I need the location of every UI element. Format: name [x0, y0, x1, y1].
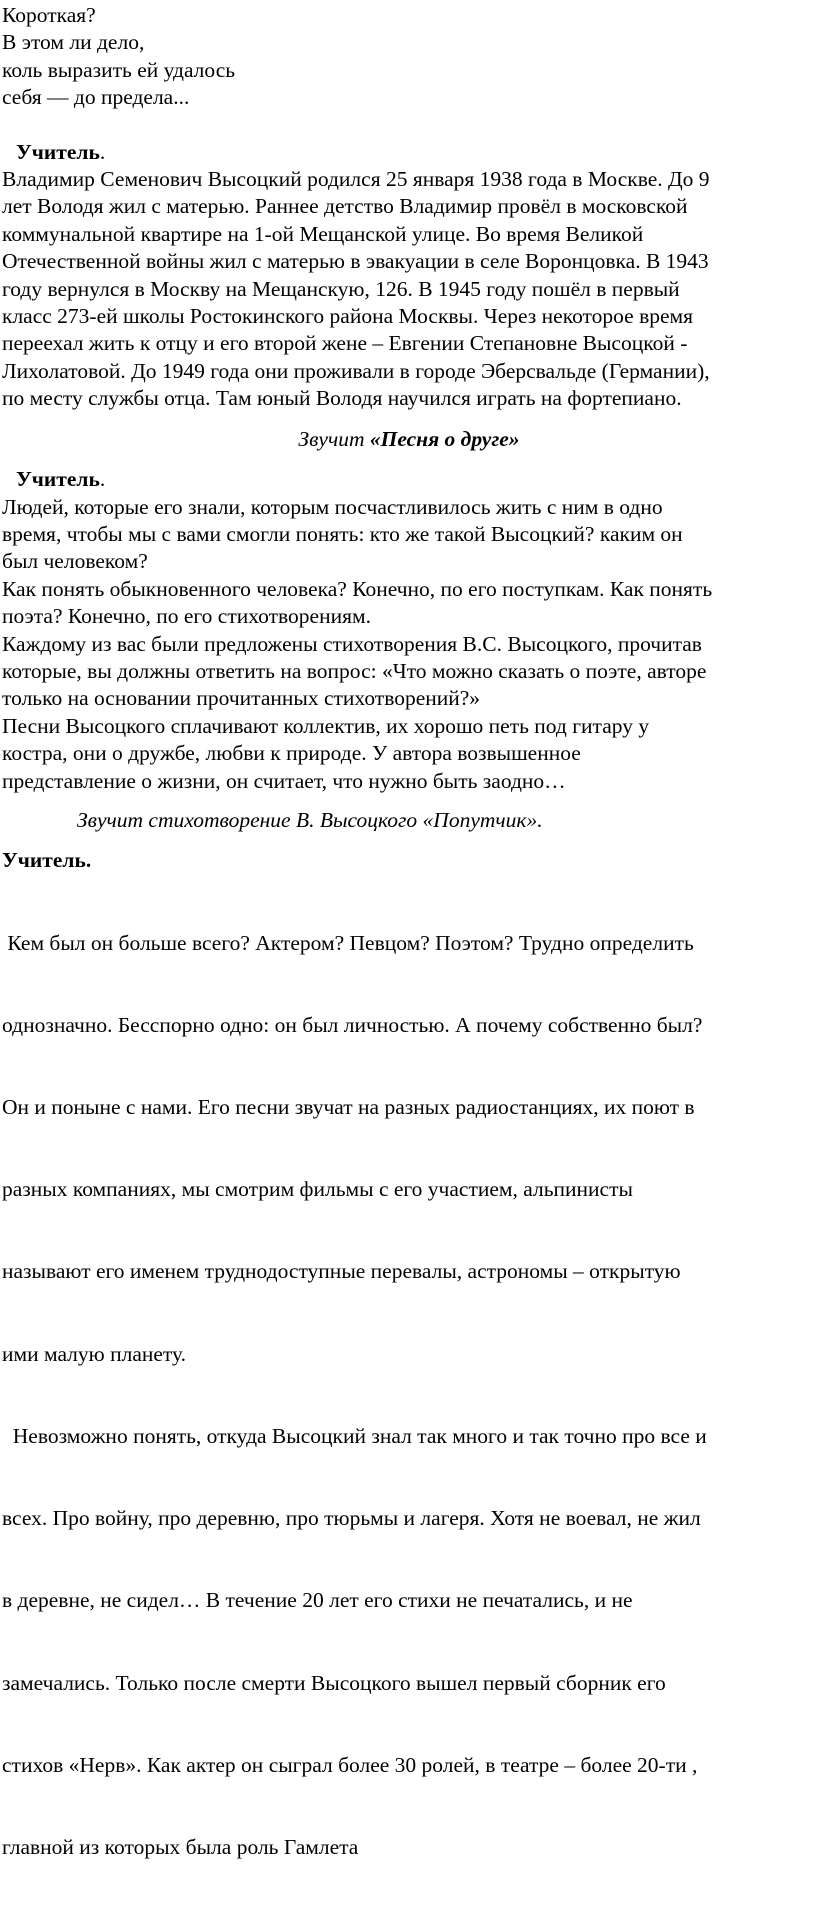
- text-line: стихов «Нерв». Как актер он сыграл более 30 ролей, в театре – более 20-ти ,: [2, 1752, 698, 1777]
- poem-line: себя — до предела...: [2, 85, 190, 110]
- text-line: разных компаниях, мы смотрим фильмы с его участием, альпинисты: [2, 1177, 633, 1202]
- song-title: «Песня о друге»: [369, 426, 520, 451]
- text-line: ими малую планету.: [2, 1341, 187, 1366]
- text-line: Невозможно понять, откуда Высоцкий знал так много и так точно про все и: [2, 1423, 707, 1448]
- text-line: класс 273-ей школы Ростокинского района Москвы. Через некоторое время: [2, 304, 694, 329]
- text-line: Как понять обыкновенного человека? Конечно, по его поступкам. Как понять: [2, 576, 713, 601]
- text-line: Он и поныне с нами. Его песни звучат на разных радиостанциях, их поют в: [2, 1095, 695, 1120]
- text-line: в деревне, не сидел… В течение 20 лет его стихи не печатались, и не: [2, 1588, 633, 1613]
- speaker-heading: Учитель.: [16, 139, 106, 164]
- text-line: коммунальной квартире на 1-ой Мещанской улице. Во время Великой: [2, 221, 644, 246]
- text-line: Песни Высоцкого сплачивают коллектив, их хорошо петь под гитару у: [2, 713, 650, 738]
- speaker-heading: [2, 847, 816, 874]
- text-line: поэта? Конечно, по его стихотворениям.: [2, 604, 371, 629]
- text-line: Лихолатовой. До 1949 года они проживали в городе Эберсвальде (Германии),: [2, 358, 710, 383]
- text-line: время, чтобы мы с вами смогли понять: кто же такой Высоцкий? каким он: [2, 521, 683, 546]
- text-line: главной из которых была роль Гамлета: [2, 1835, 359, 1859]
- text-line: Кем был он больше всего? Актером? Певцом? Поэтом? Трудно определить: [2, 930, 694, 955]
- speaker-name: Учитель: [16, 467, 100, 492]
- paragraph-legacy: [2, 875, 816, 1916]
- song-cue: [2, 426, 816, 453]
- text-line: Владимир Семенович Высоцкий родился 25 января 1938 года в Москве. До 9: [2, 167, 710, 192]
- text-line: Каждому из вас были предложены стихотворения В.С. Высоцкого, прочитав: [2, 631, 702, 656]
- text-line: однозначно. Бесспорно одно: он был личностью. А почему собственно был?: [2, 1012, 703, 1037]
- text-line: был человеком?: [2, 549, 148, 574]
- text-line: по месту службы отца. Там юный Володя научился играть на фортепиано.: [2, 386, 682, 411]
- text-line: костра, они о дружбе, любви к природе. У автора возвышенное: [2, 741, 581, 766]
- paragraph-biography: [2, 166, 816, 413]
- text-line: которые, вы должны ответить на вопрос: «Что можно сказать о поэте, авторе: [2, 658, 707, 683]
- text-line: замечались. Только после смерти Высоцкого вышел первый сборник его: [2, 1670, 666, 1695]
- text-line: лет Володя жил с матерью. Раннее детство Владимир провёл в московской: [2, 194, 688, 219]
- text-line: переехал жить к отцу и его второй жене – Евгении Степановне Высоцкой -: [2, 331, 688, 356]
- text-line: только на основании прочитанных стихотворений?»: [2, 686, 481, 711]
- poem-line: Короткая?: [2, 3, 96, 27]
- text-line: Отечественной войны жил с матерью в эвакуации в селе Воронцовка. В 1943: [2, 249, 709, 274]
- song-cue-prefix: Звучит: [298, 426, 370, 451]
- poem-line: В этом ли дело,: [2, 30, 145, 55]
- poem-fragment: [2, 0, 816, 112]
- text-line: всех. Про войну, про деревню, про тюрьмы и лагеря. Хотя не воевал, не жил: [2, 1506, 701, 1531]
- speaker-heading: Учитель.: [16, 467, 106, 492]
- text-line: году вернулся в Москву на Мещанскую, 126. В 1945 году пошёл в первый: [2, 276, 680, 301]
- speaker-name: Учитель: [16, 139, 100, 164]
- poem-cue: Звучит стихотворение В. Высоцкого «Попутчик».: [77, 807, 543, 832]
- text-line: называют его именем труднодоступные перевалы, астрономы – открытую: [2, 1259, 681, 1284]
- speaker-name: Учитель.: [2, 848, 92, 873]
- paragraph-discussion: [2, 494, 816, 795]
- text-line: представление о жизни, он считает, что нужно быть заодно…: [2, 768, 566, 793]
- poem-line: коль выразить ей удалось: [2, 57, 236, 82]
- text-line: Людей, которые его знали, которым посчастливилось жить с ним в одно: [2, 494, 663, 519]
